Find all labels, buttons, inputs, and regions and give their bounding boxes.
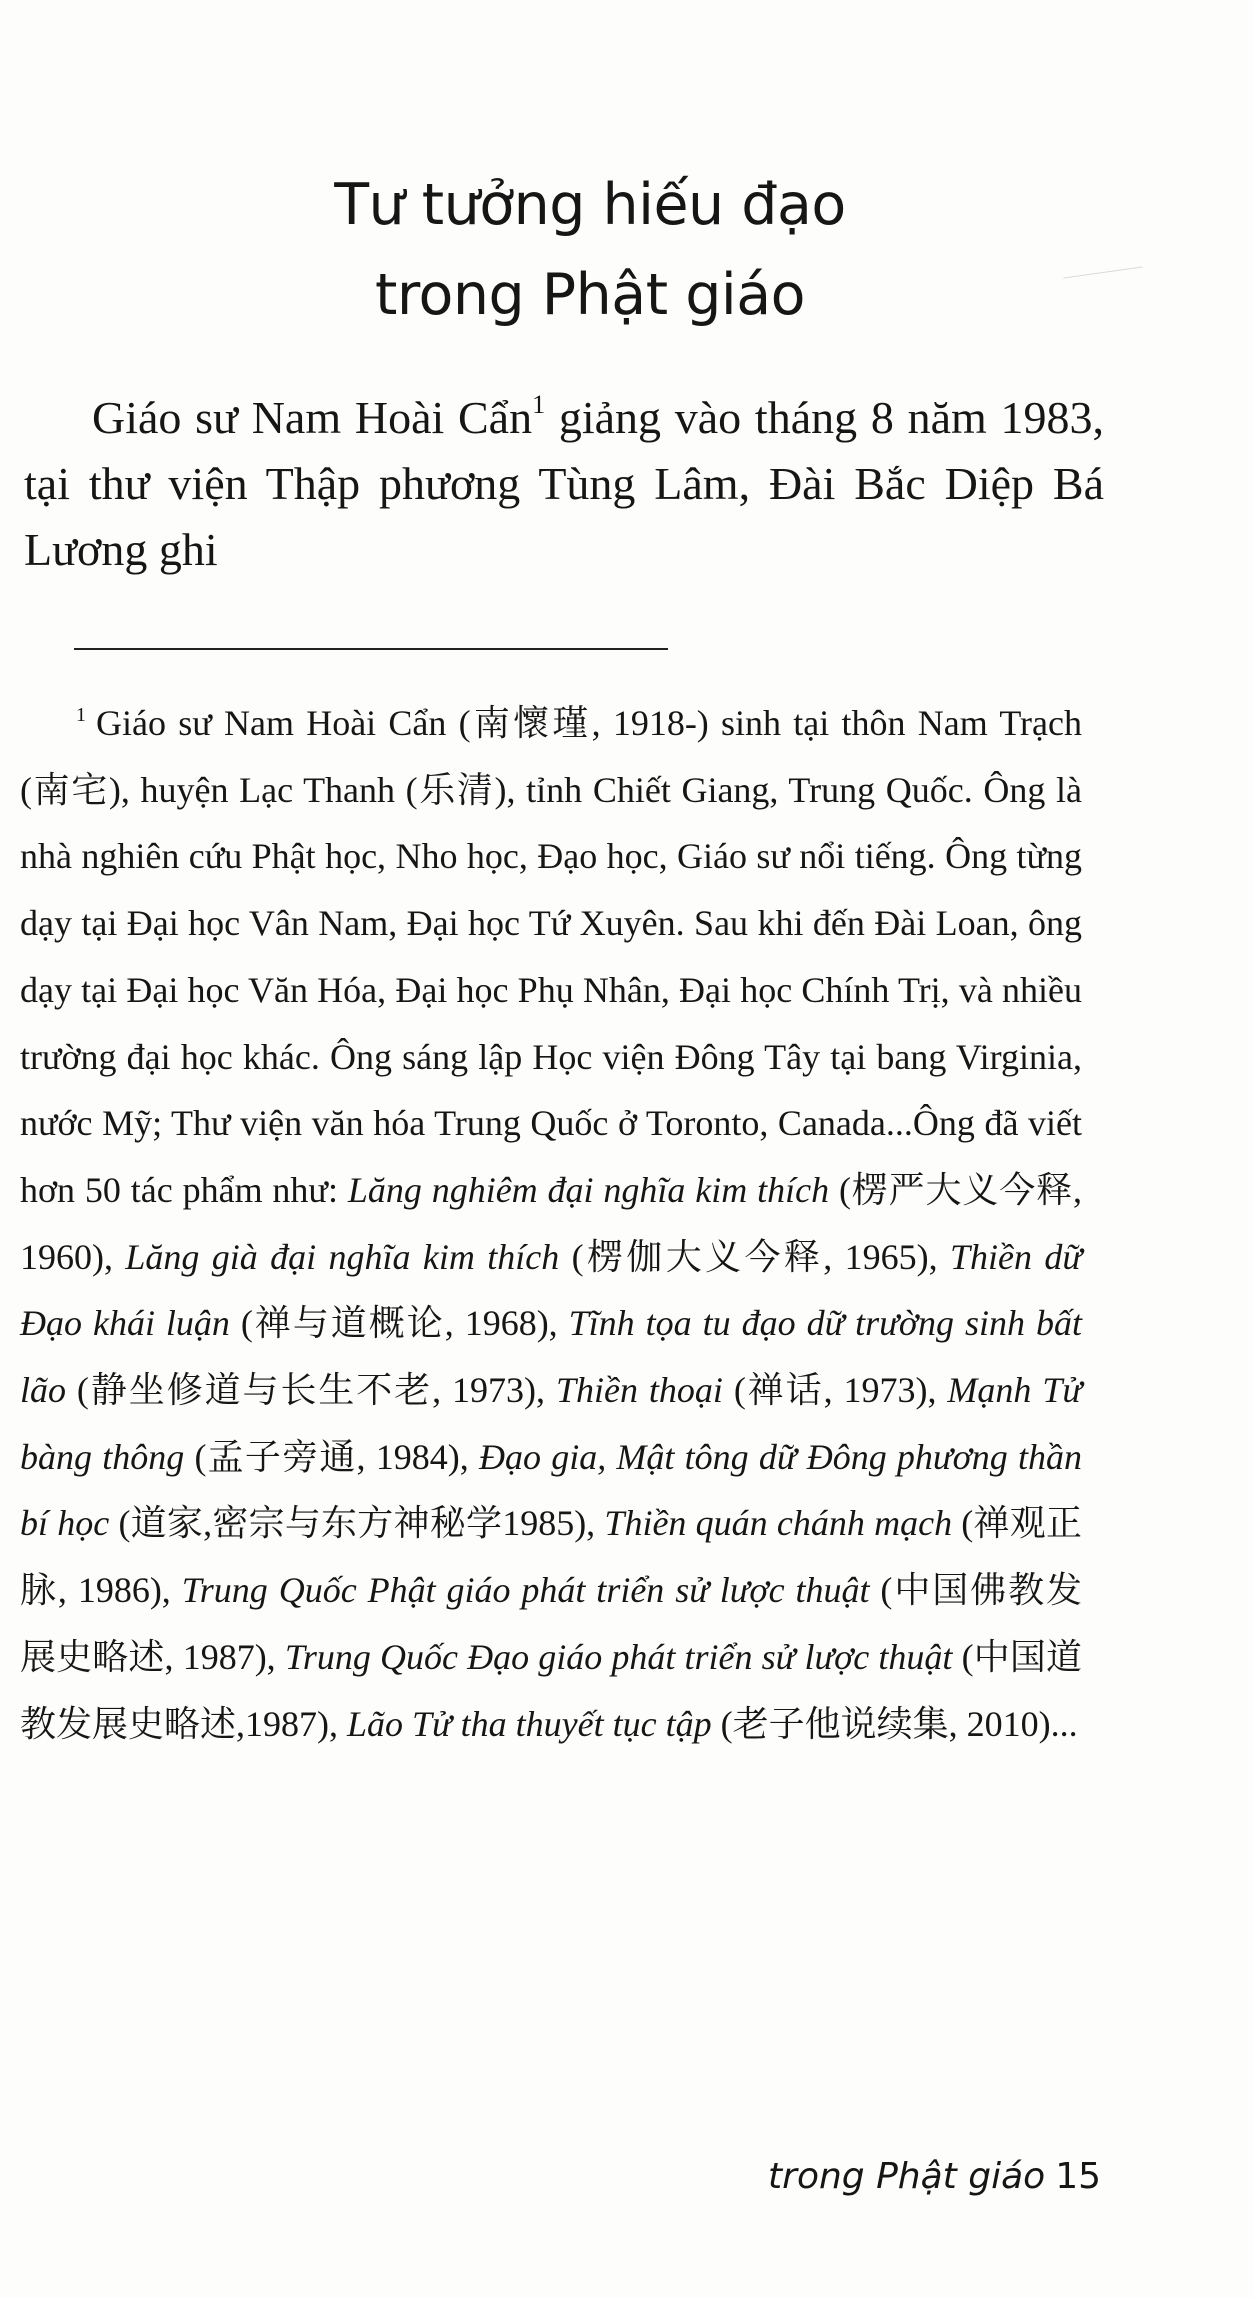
footnote-book-title: Mạnh Tử bàng thông	[20, 1370, 1082, 1477]
footnote-book-title: Lăng nghiêm đại nghĩa kim thích	[347, 1169, 830, 1210]
footnote-book-title: Đạo gia, Mật tông dữ Đông phương thần bí học	[20, 1436, 1082, 1544]
footnote-text: (老子他说续集, 2010)...	[711, 1703, 1078, 1744]
footnote-text: (禅观正脉, 1986),	[20, 1503, 1082, 1611]
footnote-divider	[74, 648, 668, 650]
intro-text-start: Giáo sư Nam Hoài Cẩn	[92, 392, 533, 443]
footnote-book-title: Thiền quán chánh mạch	[604, 1503, 953, 1544]
footnote-text: (禅与道概论, 1968),	[229, 1303, 569, 1344]
footnote-book-title: Tĩnh tọa tu đạo dữ trường sinh bất lão	[20, 1303, 1082, 1411]
page-footer	[768, 2155, 1101, 2199]
footnote-text: (中国道教发展史略述,1987),	[20, 1636, 1082, 1744]
footnote-reference[interactable]: 1	[532, 390, 546, 419]
footnote-book-title: Trung Quốc Đạo giáo phát triển sử lược thuật	[284, 1636, 953, 1677]
footnote-text: (孟子旁通, 1984),	[184, 1436, 479, 1477]
footnote-text: (静坐修道与长生不老, 1973),	[66, 1370, 556, 1411]
footnote-book-title: Thiền dữ Đạo khái luận	[20, 1236, 1082, 1344]
footnote-text: (楞伽大义今释, 1965),	[559, 1236, 950, 1277]
chapter-title	[150, 160, 1030, 340]
chapter-title-line-2: trong Phật giáo	[374, 262, 806, 328]
footnote	[20, 690, 1082, 1757]
footnote-marker: 1	[76, 704, 86, 726]
intro-paragraph	[24, 385, 1104, 583]
footnote-text: (楞严大义今释, 1960),	[20, 1169, 1082, 1277]
page-number: 15	[1055, 2156, 1101, 2197]
footnote-book-title: Lăng già đại nghĩa kim thích	[125, 1236, 560, 1277]
running-title: trong Phật giáo	[768, 2156, 1046, 2197]
footnote-book-title: Lão Tử tha thuyết tục tập	[347, 1703, 712, 1744]
scan-artifact	[1063, 266, 1142, 278]
intro-text-end: giảng vào tháng 8 năm 1983, tại thư viện Thập phương Tùng Lâm, Đài Bắc Diệp Bá Lương ghi	[24, 392, 1104, 575]
chapter-title-line-1: Tư tưởng hiếu đạo	[334, 172, 846, 238]
footnote-book-title: Trung Quốc Phật giáo phát triển sử lược thuật	[181, 1570, 870, 1611]
footnote-text: Giáo sư Nam Hoài Cẩn (南懷瑾, 1918-) sinh tại thôn Nam Trạch (南宅), huyện Lạc Thanh (乐清), tỉnh Chiết Giang, Trung Quốc. Ông là nhà nghiên cứu Phật học, Nho học, Đạo học, Giáo sư nổi tiếng. Ông từng dạy tại Đại học Vân Nam, Đại học Tứ Xuyên. Sau khi đến Đài Loan, ông dạy tại Đại học Văn Hóa, Đại học Phụ Nhân, Đại học Chính Trị, và nhiều trường đại học khác. Ông sáng lập Học viện Đông Tây tại bang Virginia, nước Mỹ; Thư viện văn hóa Trung Quốc ở Toronto, Canada...Ông đã viết hơn 50 tác phẩm như:	[20, 703, 1082, 1210]
footnote-text: (禅话, 1973),	[722, 1370, 948, 1411]
footnote-text: (中国佛教发展史略述, 1987),	[20, 1570, 1082, 1677]
footnote-book-title: Thiền thoại	[555, 1370, 723, 1411]
footnote-text: (道家,密宗与东方神秘学1985),	[109, 1503, 605, 1544]
